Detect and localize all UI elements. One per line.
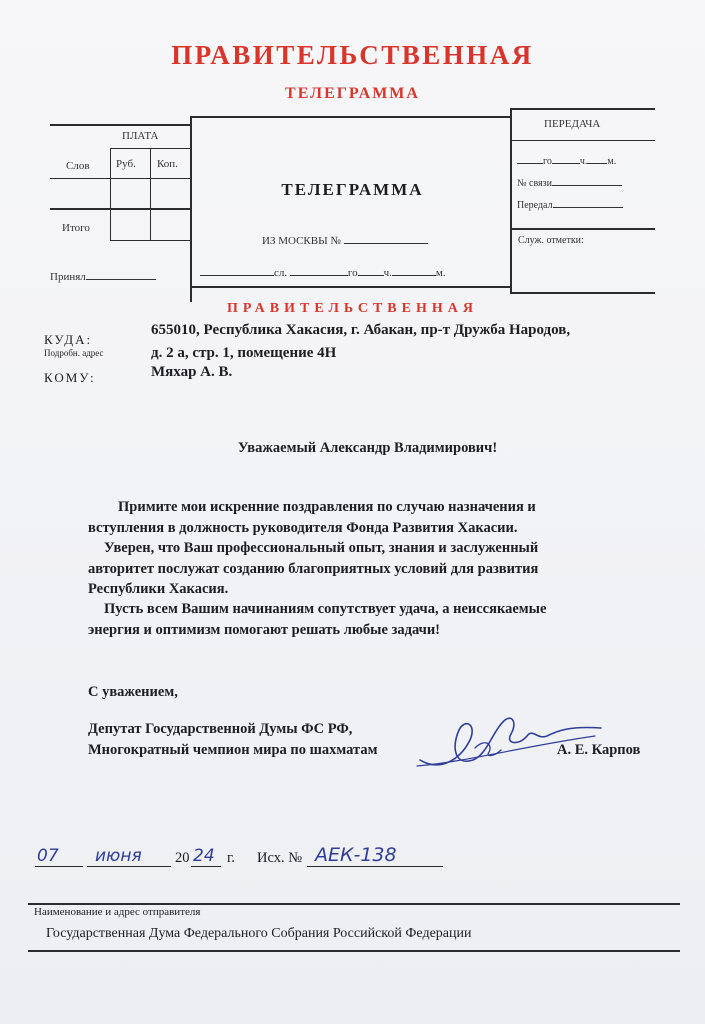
form-top-line-left <box>50 124 190 126</box>
peredal-label: Передал <box>517 200 553 211</box>
itogo-bottom-line <box>110 240 190 241</box>
plata-label: ПЛАТА <box>122 130 159 142</box>
itogo-top-line <box>50 208 190 210</box>
year-suffix: 24 <box>193 846 215 866</box>
peredacha-label: ПЕРЕДАЧА <box>544 118 601 130</box>
go-label: го <box>347 267 358 279</box>
podrobn-label: Подробн. адрес <box>44 348 104 358</box>
ref-number: АЕК-138 <box>315 844 397 866</box>
slov-row-line <box>50 178 190 179</box>
pd-m: м. <box>607 156 617 167</box>
kop-label: Коп. <box>157 158 178 170</box>
slov-label: Слов <box>66 160 90 172</box>
komu-value: Мяхар А. В. <box>151 364 233 380</box>
p3-line1: Пусть всем Вашим начинаниям сопутствует удача, а неиссякаемые <box>104 601 547 617</box>
p3-line2: энергия и оптимизм помогают решать любые задачи! <box>88 622 441 638</box>
rub-label: Руб. <box>116 158 136 170</box>
ref-label: Исх. № <box>257 850 303 866</box>
footer-bottom-line <box>28 950 680 952</box>
date-ref-line <box>35 846 455 870</box>
month-underline <box>87 866 171 867</box>
pd-go-blank <box>552 152 580 164</box>
pd-ch-blank <box>587 152 607 164</box>
sluzh-line <box>510 228 655 230</box>
prinyal-blank <box>86 268 156 280</box>
position-line1: Депутат Государственной Думы ФС РФ, <box>88 721 353 737</box>
signer-name: А. Е. Карпов <box>557 742 641 758</box>
pd-day-blank <box>517 152 543 164</box>
kuda-label: КУДА: <box>44 332 93 347</box>
prinyal-label <box>50 268 156 283</box>
kuda-line2: д. 2 а, стр. 1, помещение 4Н <box>151 345 337 361</box>
p1-line1: Примите мои искренние поздравления по случаю назначения и <box>118 499 536 515</box>
ch-label: ч. <box>383 267 392 279</box>
kuda-line1: 655010, Республика Хакасия, г. Абакан, пр-т Дружба Народов, <box>151 322 571 338</box>
p2-line2: авторитет послужат созданию благоприятных условий для развития <box>88 561 539 577</box>
date-month: июня <box>95 846 142 866</box>
nomer-svyazi-field <box>517 174 622 189</box>
iz-moskvy-blank <box>344 232 428 244</box>
rub-left-line <box>110 148 111 240</box>
header-subtitle: ТЕЛЕГРАММА <box>285 85 420 102</box>
form-bottom-line-right <box>510 292 655 294</box>
ref-underline <box>307 866 443 867</box>
pd-go: го <box>543 156 552 167</box>
form-top-line-center <box>190 116 510 118</box>
box-date-line <box>200 264 446 279</box>
peredal-field <box>517 196 623 211</box>
iz-moskvy-label: ИЗ МОСКВЫ № <box>262 235 341 247</box>
sl-blank <box>200 264 274 276</box>
p2-line3: Республики Хакасия. <box>88 581 229 597</box>
day-underline <box>35 866 83 867</box>
nomer-svyazi-label: № связи <box>517 178 552 189</box>
peredacha-date-line <box>517 152 616 167</box>
pd-ch: ч. <box>579 156 588 167</box>
year-unit: г. <box>227 850 235 866</box>
telegram-box-title: ТЕЛЕГРАММА <box>281 180 424 199</box>
date-day: 07 <box>37 846 59 866</box>
kop-left-line <box>150 148 151 240</box>
year-prefix: 20 <box>175 850 190 866</box>
sluzh-otmetki-label: Служ. отметки: <box>518 235 584 246</box>
year-underline <box>191 866 221 867</box>
position-line2: Многократный чемпион мира по шахматам <box>88 742 378 758</box>
go-blank <box>290 264 348 276</box>
closing: С уважением, <box>88 684 178 700</box>
ch-num-blank <box>392 264 436 276</box>
form-left-divider <box>190 116 192 302</box>
go-num-blank <box>358 264 384 276</box>
nomer-svyazi-blank <box>552 174 622 186</box>
p2-line1: Уверен, что Ваш профессиональный опыт, знания и заслуженный <box>104 540 539 556</box>
iz-moskvy-field <box>262 232 428 247</box>
form-right-divider <box>510 108 512 294</box>
prinyal-text: Принял <box>50 271 86 283</box>
peredal-blank <box>553 196 623 208</box>
form-bottom-line-center <box>190 286 510 288</box>
form-top-line-right <box>510 108 655 110</box>
m-label: м. <box>435 267 446 279</box>
sl-label: сл. <box>274 267 288 279</box>
peredacha-line <box>510 140 655 141</box>
greeting: Уважаемый Александр Владимирович! <box>237 440 498 456</box>
itogo-label: Итого <box>62 222 90 234</box>
footer-top-line <box>28 903 680 905</box>
signature <box>415 700 605 780</box>
sender-value: Государственная Дума Федерального Собрания Российской Федерации <box>46 926 472 941</box>
red-band-label: ПРАВИТЕЛЬСТВЕННАЯ <box>227 301 478 316</box>
header-title: ПРАВИТЕЛЬСТВЕННАЯ <box>171 40 534 70</box>
p1-line2: вступления в должность руководителя Фонда Развития Хакасии. <box>88 520 518 536</box>
sender-label: Наименование и адрес отправителя <box>34 906 201 918</box>
komu-label: КОМУ: <box>44 370 96 385</box>
